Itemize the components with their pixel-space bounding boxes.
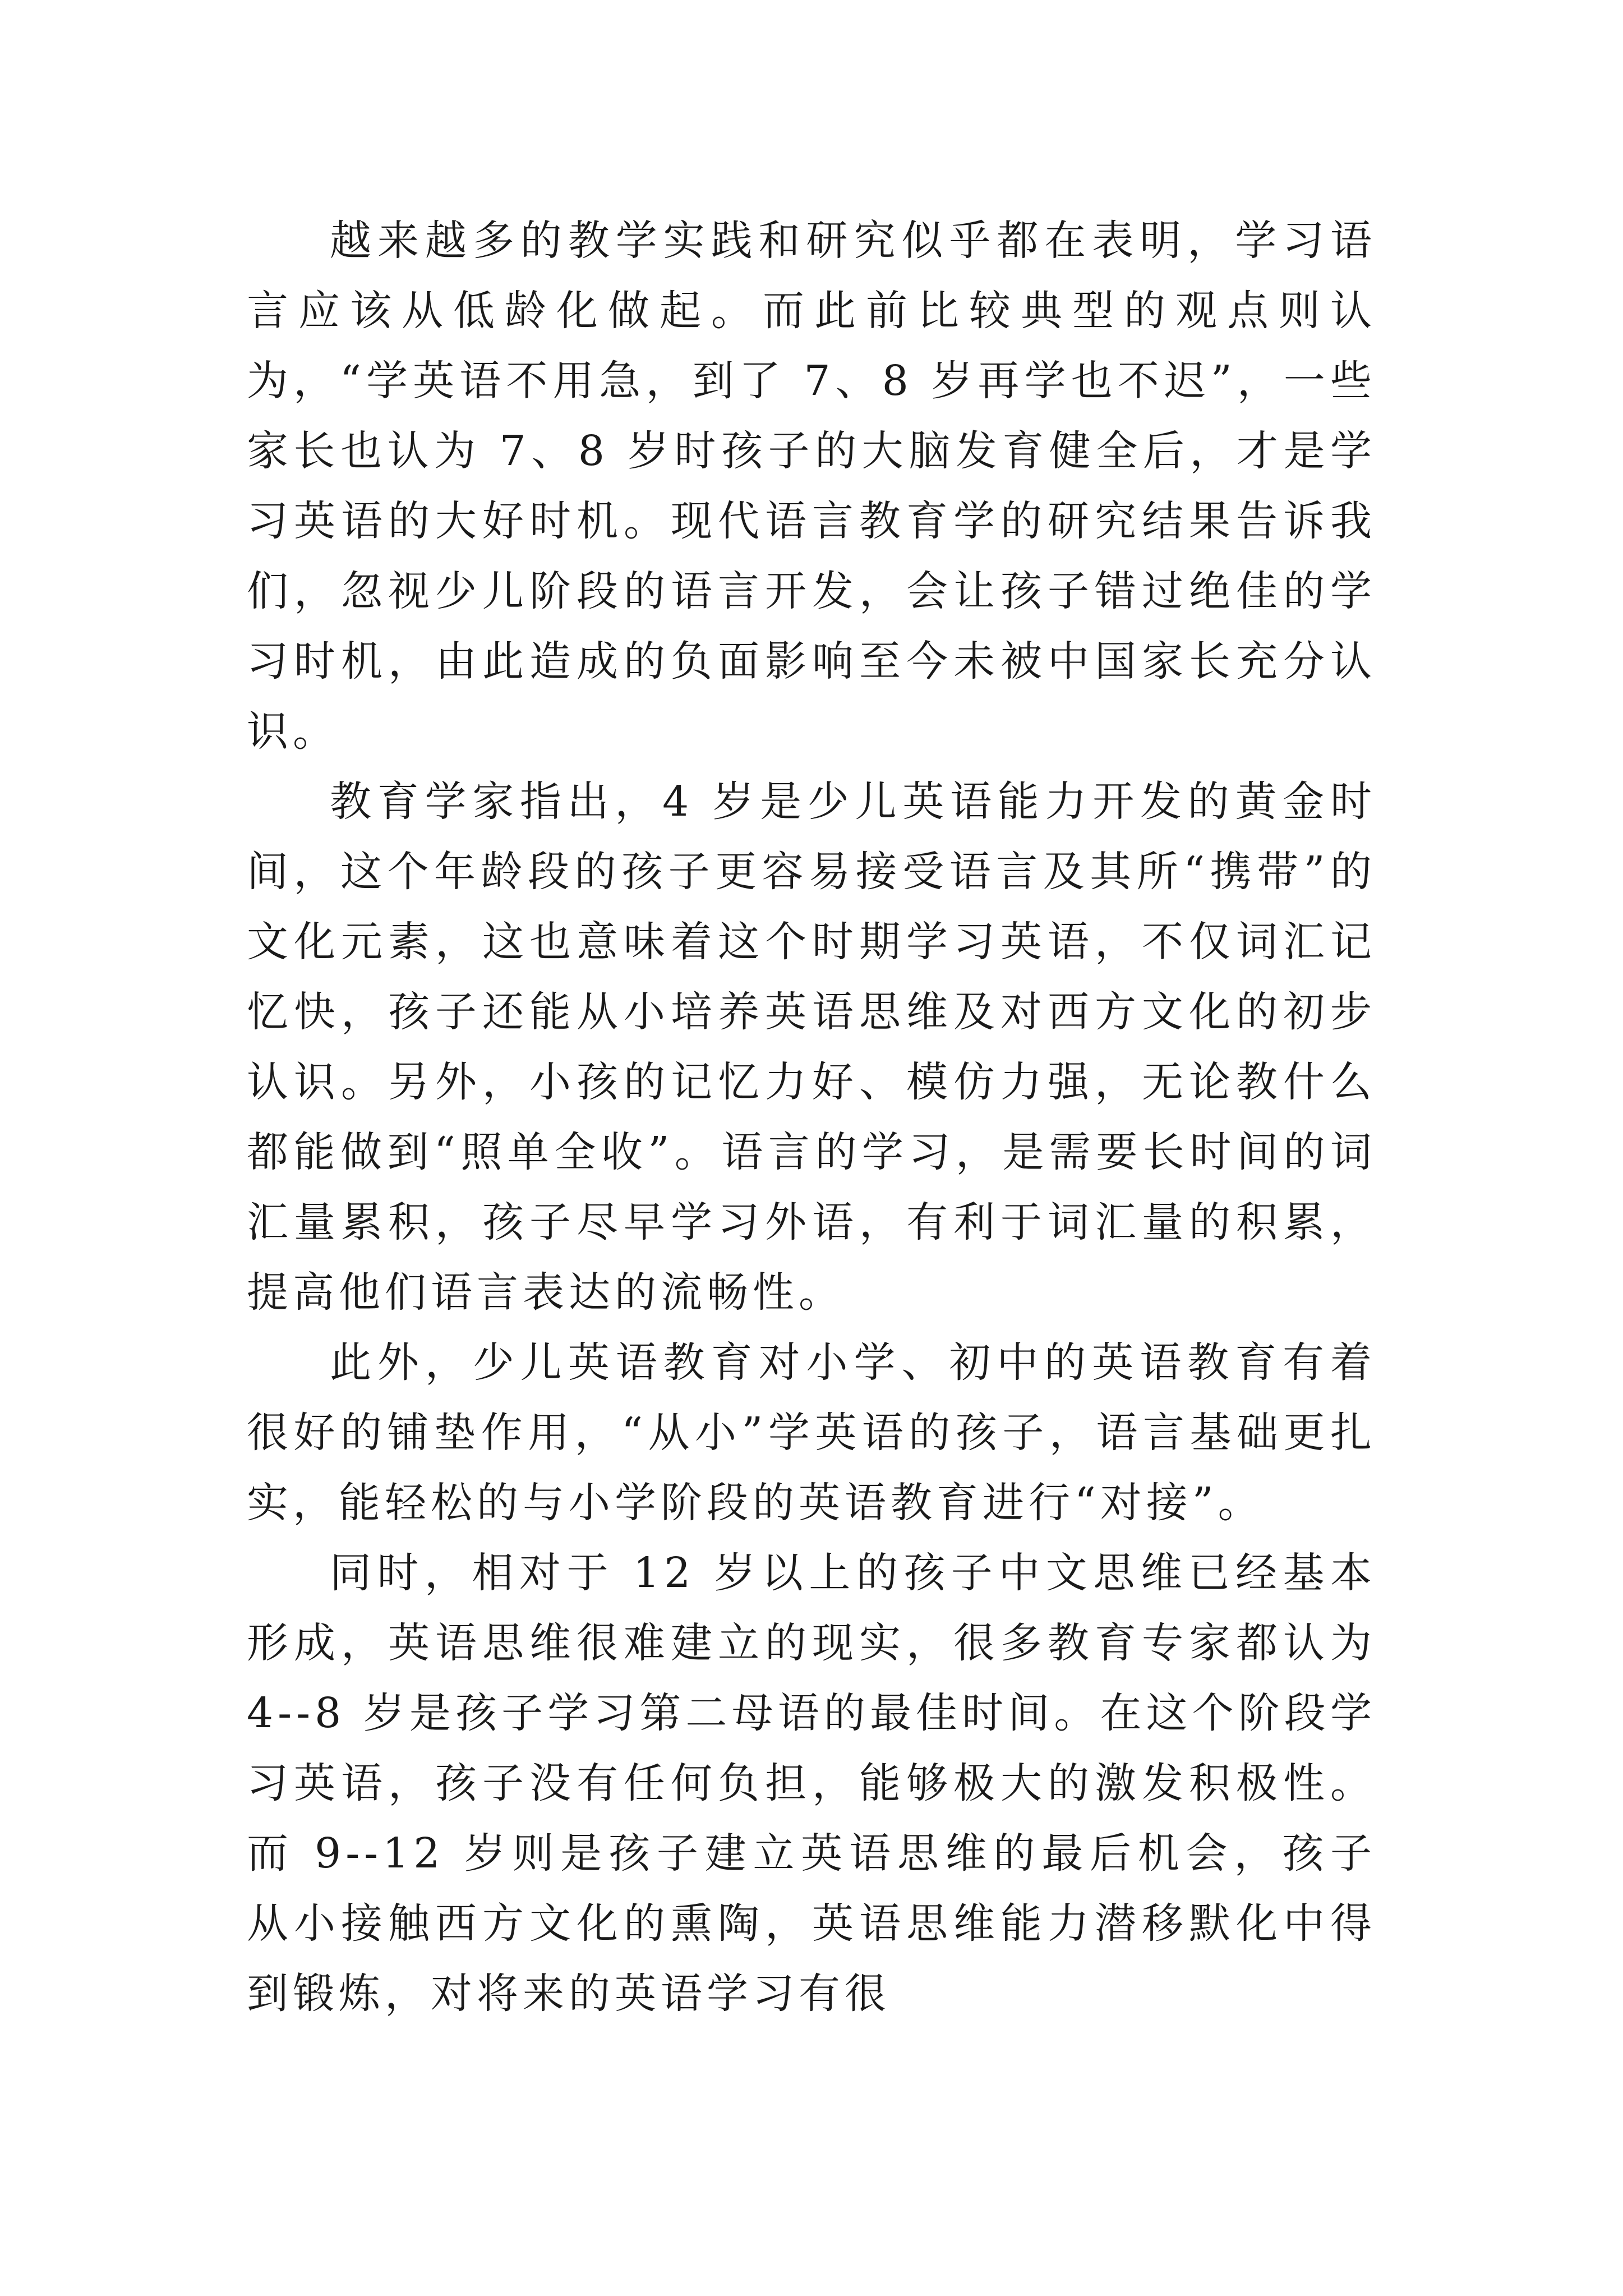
paragraph-early-learning: 越来越多的教学实践和研究似乎都在表明，学习语言应该从低龄化做起。而此前比较典型的观点则认为，“学英语不用急，到了 7、8 岁再学也不迟”，一些家长也认为 7、8 岁时孩子的大脑发育健全后，才是学习英语的大好时机。现代语言教育学的研究结果告诉我们，忽视少儿阶段的语言开发，会让孩子错过绝佳的学习时机，由此造成的负面影响至今未被中国家长充分认识。 [247, 217, 1376, 756]
paragraph-golden-age: 教育学家指出，4 岁是少儿英语能力开发的黄金时间，这个年龄段的孩子更容易接受语言及其所“携带”的文化元素，这也意味着这个时期学习英语，不仅词汇记忆快，孩子还能从小培养英语思维及对西方文化的初步认识。另外，小孩的记忆力好、模仿力强，无论教什么都能做到“照单全收”。语言的学习，是需要长时间的词汇量累积，孩子尽早学习外语，有利于词汇量的积累，提高他们语言表达的流畅性。 [247, 777, 1376, 1317]
paragraph-best-time: 同时，相对于 12 岁以上的孩子中文思维已经基本形成，英语思维很难建立的现实，很多教育专家都认为 4--8 岁是孩子学习第二母语的最佳时间。在这个阶段学习英语，孩子没有任何负担，能够极大的激发积极性。而 9--12 岁则是孩子建立英语思维的最后机会，孩子从小接触西方文化的熏陶，英语思维能力潜移默化中得到锻炼，对将来的英语学习有很 [247, 1549, 1376, 2018]
document-body [247, 206, 1376, 2029]
paragraph-foundation: 此外，少儿英语教育对小学、初中的英语教育有着很好的铺垫作用，“从小”学英语的孩子，语言基础更扎实，能轻松的与小学阶段的英语教育进行“对接”。 [247, 1338, 1376, 1527]
